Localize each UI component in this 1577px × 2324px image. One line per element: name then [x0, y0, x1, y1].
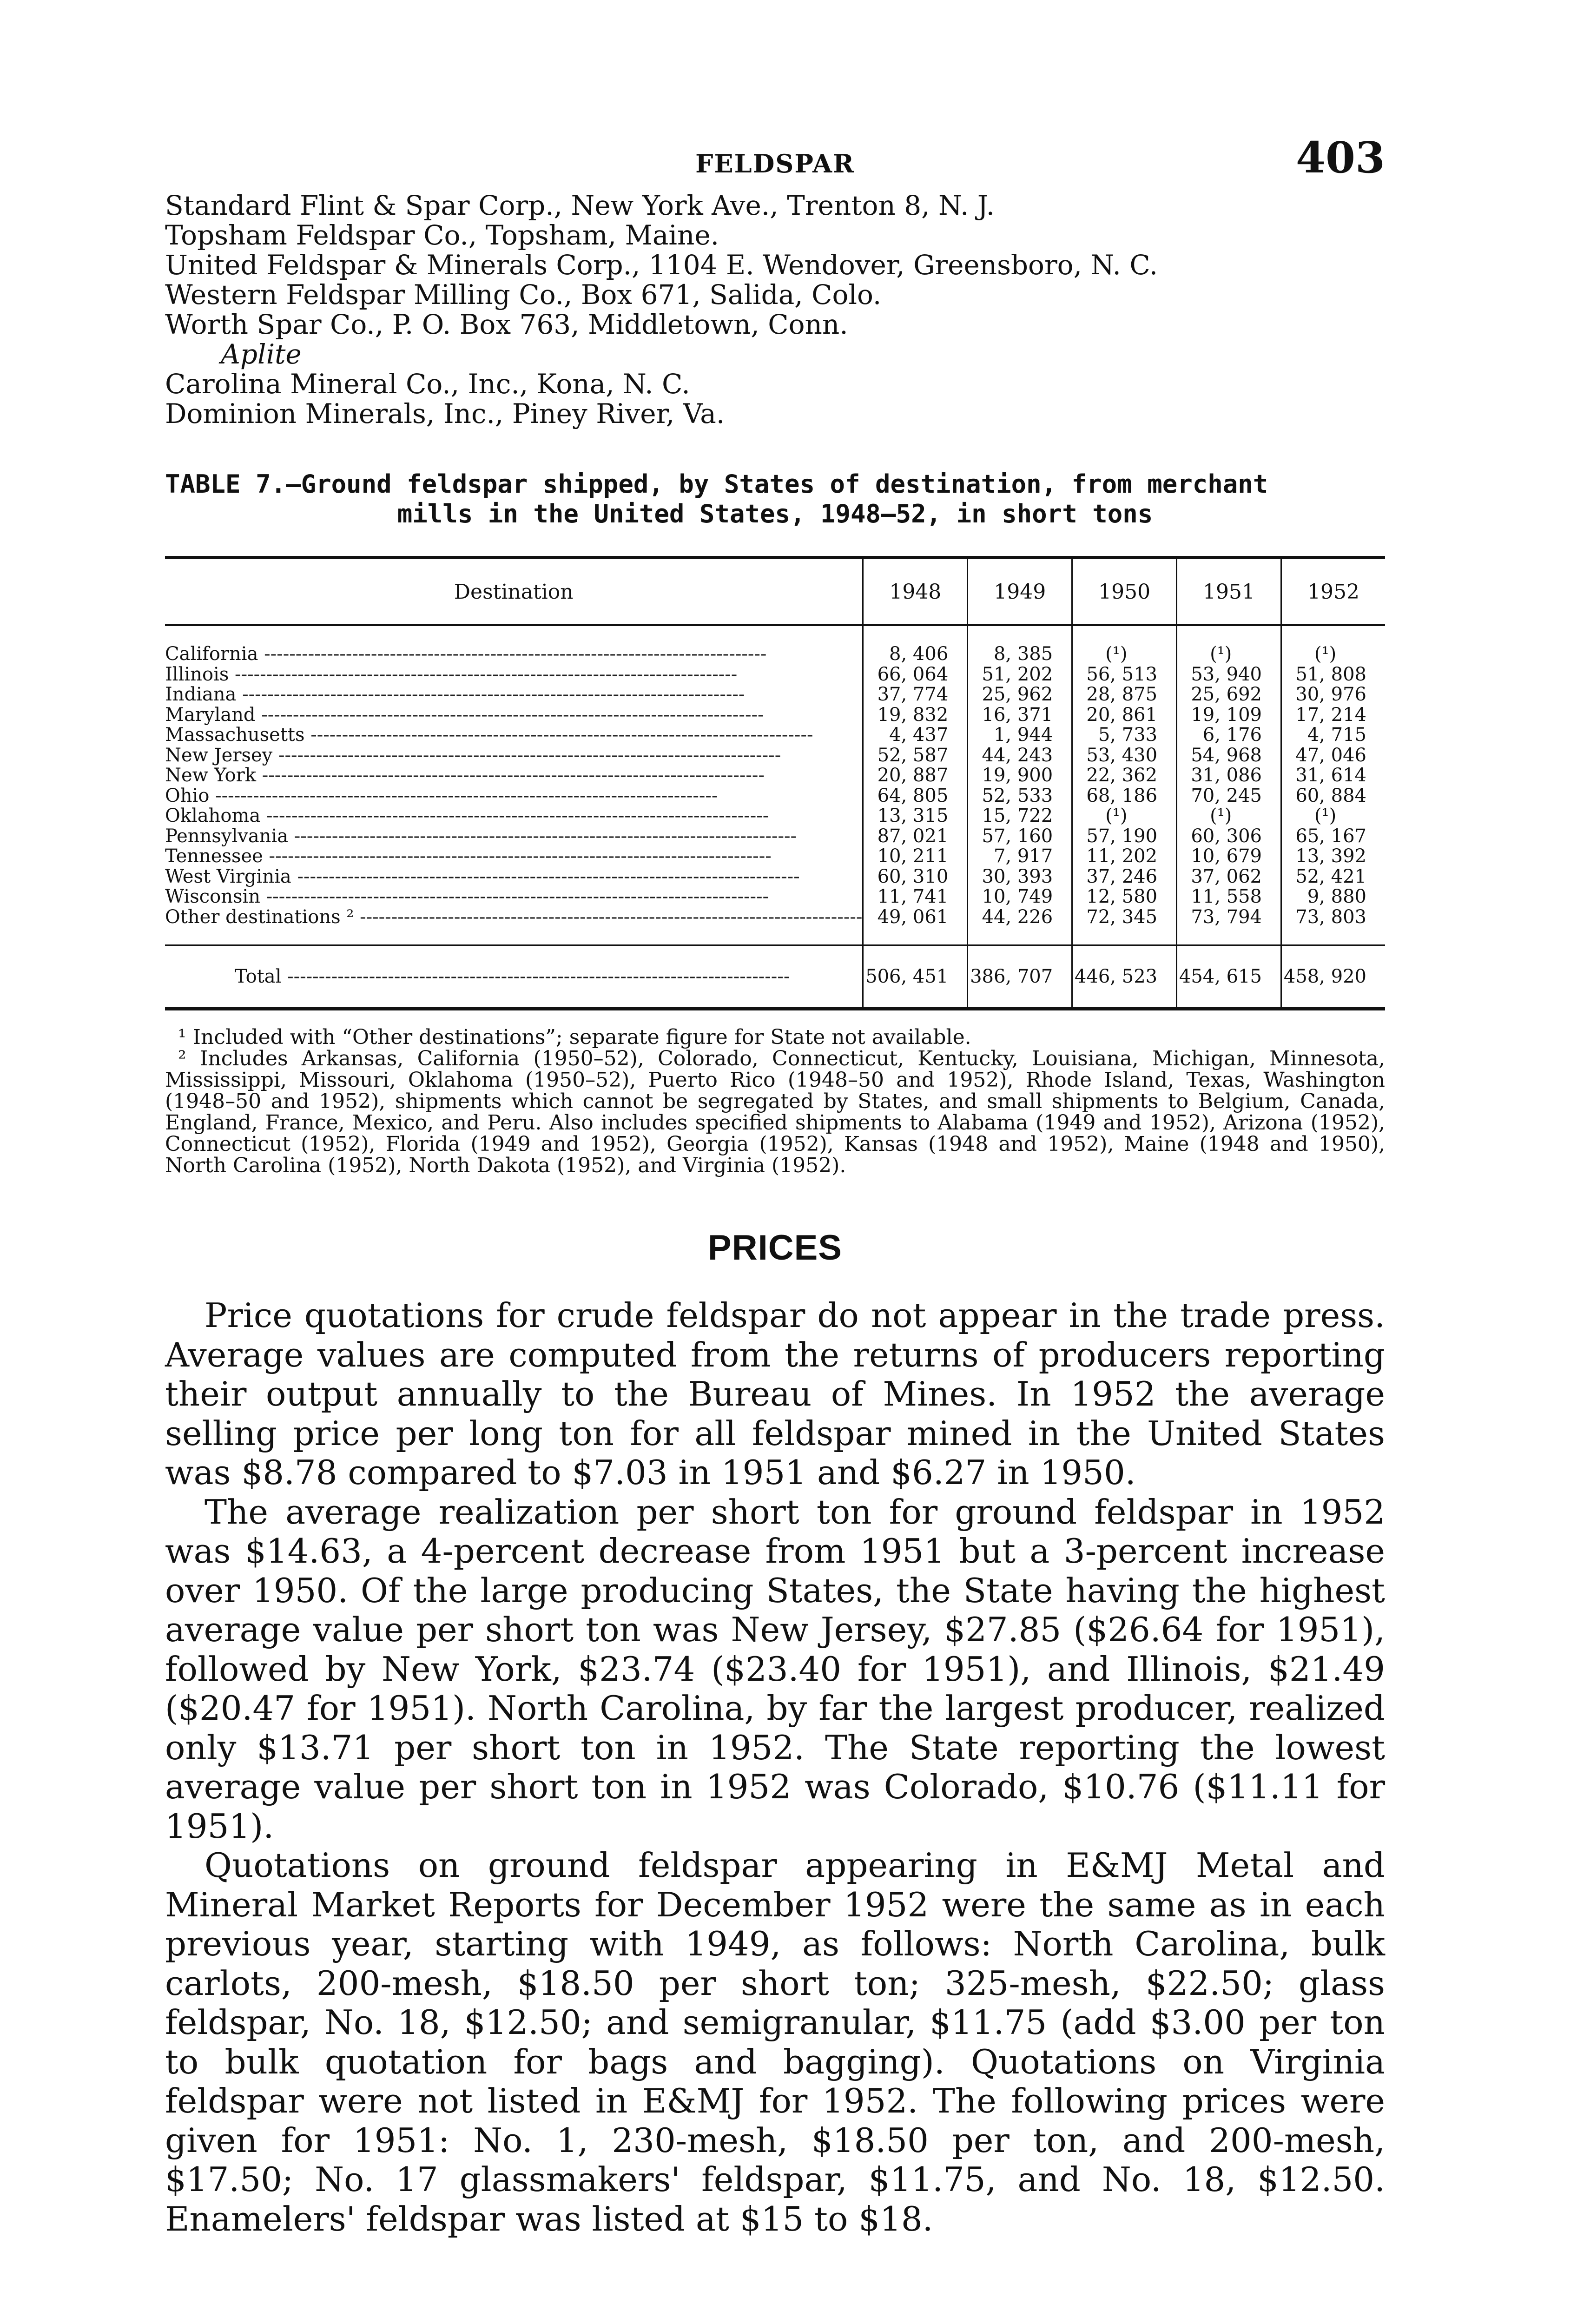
destination-label: Oklahoma: [165, 806, 261, 826]
table-row: [165, 826, 1385, 847]
value-cell: 53, 940: [1177, 665, 1281, 685]
dot-leader: --------------------------------------------------------------------------------: [255, 705, 764, 725]
value-cell: 17, 214: [1281, 705, 1386, 726]
value-cell: 16, 371: [968, 705, 1072, 726]
value-cell: 51, 808: [1281, 665, 1386, 685]
dot-leader: --------------------------------------------------------------------------------: [272, 745, 781, 766]
value-cell: 25, 962: [968, 685, 1072, 705]
value-cell: (¹): [1281, 625, 1386, 665]
value-cell: (¹): [1177, 806, 1281, 826]
address-line: Topsham Feldspar Co., Topsham, Maine.: [165, 219, 719, 251]
dot-leader: --------------------------------------------------------------------------------: [281, 966, 790, 987]
value-cell: 1, 944: [968, 725, 1072, 746]
table-row: [165, 846, 1385, 867]
address-line: United Feldspar & Minerals Corp., 1104 E. Wendover, Greensboro, N. C.: [165, 249, 1158, 281]
value-cell: 10, 749: [968, 887, 1072, 907]
destination-label: Wisconsin: [165, 887, 261, 907]
dot-leader: --------------------------------------------------------------------------------: [304, 725, 813, 746]
value-cell: 54, 968: [1177, 746, 1281, 766]
column-header: Destination: [165, 558, 863, 626]
value-cell: (¹): [1072, 625, 1177, 665]
dot-leader: --------------------------------------------------------------------------------: [260, 806, 769, 826]
value-cell: 60, 306: [1177, 826, 1281, 847]
address-line: Carolina Mineral Co., Inc., Kona, N. C.: [165, 368, 690, 400]
column-header: 1951: [1177, 558, 1281, 626]
value-cell: 57, 190: [1072, 826, 1177, 847]
column-header: 1948: [863, 558, 968, 626]
destination-label: Pennsylvania: [165, 826, 289, 846]
body-text: [165, 1296, 1385, 2238]
value-cell: (¹): [1281, 806, 1386, 826]
value-cell: 30, 393: [968, 867, 1072, 887]
value-cell: 56, 513: [1072, 665, 1177, 685]
destination-label: Other destinations ²: [165, 907, 354, 928]
table-row: [165, 705, 1385, 726]
value-cell: 53, 430: [1072, 746, 1177, 766]
value-cell: 64, 805: [863, 786, 968, 806]
table-row: [165, 786, 1385, 806]
destination-cell: [165, 705, 863, 726]
value-cell: 10, 679: [1177, 846, 1281, 867]
total-value-cell: 454, 615: [1177, 945, 1281, 1009]
destination-cell: [165, 685, 863, 705]
value-cell: 37, 774: [863, 685, 968, 705]
value-cell: 12, 580: [1072, 887, 1177, 907]
page-number: 403: [1295, 132, 1385, 183]
table-footnotes: [165, 1027, 1385, 1176]
destination-cell: [165, 786, 863, 806]
total-value-cell: 506, 451: [863, 945, 968, 1009]
dot-leader: --------------------------------------------------------------------------------: [236, 685, 745, 705]
destination-cell: [165, 867, 863, 887]
shipments-table: [165, 556, 1385, 1010]
destination-cell: [165, 665, 863, 685]
address-line: Standard Flint & Spar Corp., New York Ave., Trenton 8, N. J.: [165, 190, 995, 221]
page: [165, 130, 1385, 2238]
paragraph: The average realization per short ton for ground feldspar in 1952 was $14.63, a 4-percent decrease from 1951 but a 3-percent increase over 1950. Of the large producing States, the State having the highest average value per short ton was New Jersey, $27.85 ($26.64 for 1951), followed by New York, $23.74 ($23.40 for 1951), and Illinois, $21.49 ($20.47 for 1951). North Carolina, by far the largest producer, realized only $13.71 per short ton in 1952. The State reporting the lowest average value per short ton in 1952 was Colorado, $10.76 ($11.11 for 1951).: [165, 1492, 1385, 1846]
destination-cell: [165, 826, 863, 847]
value-cell: 4, 437: [863, 725, 968, 746]
column-header: 1950: [1072, 558, 1177, 626]
running-header: [165, 130, 1385, 191]
footnote: ¹ Included with “Other destinations”; separate figure for State not available.: [178, 1025, 971, 1049]
table-row: [165, 887, 1385, 907]
value-cell: 11, 741: [863, 887, 968, 907]
destination-cell: [165, 625, 863, 665]
destination-label: California: [165, 643, 258, 665]
value-cell: 31, 614: [1281, 766, 1386, 786]
table-row: [165, 725, 1385, 746]
value-cell: 11, 558: [1177, 887, 1281, 907]
value-cell: 19, 900: [968, 766, 1072, 786]
address-line: Dominion Minerals, Inc., Piney River, Va.: [165, 398, 725, 429]
value-cell: 25, 692: [1177, 685, 1281, 705]
table-row: [165, 907, 1385, 945]
destination-label: West Virginia: [165, 866, 291, 887]
dot-leader: --------------------------------------------------------------------------------: [288, 826, 797, 846]
table-caption: [165, 469, 1385, 529]
value-cell: 73, 803: [1281, 907, 1386, 945]
value-cell: 72, 345: [1072, 907, 1177, 945]
value-cell: 31, 086: [1177, 766, 1281, 786]
table-row: [165, 806, 1385, 826]
destination-label: Ohio: [165, 786, 210, 806]
total-value-cell: 386, 707: [968, 945, 1072, 1009]
value-cell: 44, 243: [968, 746, 1072, 766]
value-cell: 28, 875: [1072, 685, 1177, 705]
value-cell: (¹): [1072, 806, 1177, 826]
value-cell: 47, 046: [1281, 746, 1386, 766]
address-subheading: Aplite: [221, 338, 302, 370]
destination-label: Maryland: [165, 705, 256, 725]
value-cell: 51, 202: [968, 665, 1072, 685]
value-cell: 68, 186: [1072, 786, 1177, 806]
column-header: 1952: [1281, 558, 1386, 626]
total-value-cell: 458, 920: [1281, 945, 1386, 1009]
column-header: 1949: [968, 558, 1072, 626]
value-cell: 57, 160: [968, 826, 1072, 847]
running-title: FELDSPAR: [695, 149, 855, 178]
value-cell: 87, 021: [863, 826, 968, 847]
value-cell: 60, 884: [1281, 786, 1386, 806]
value-cell: 52, 421: [1281, 867, 1386, 887]
value-cell: 11, 202: [1072, 846, 1177, 867]
value-cell: 20, 861: [1072, 705, 1177, 726]
value-cell: 22, 362: [1072, 766, 1177, 786]
destination-cell: [165, 746, 863, 766]
value-cell: 73, 794: [1177, 907, 1281, 945]
destination-cell: [165, 766, 863, 786]
value-cell: 6, 176: [1177, 725, 1281, 746]
table-caption-line: TABLE 7.—Ground feldspar shipped, by States of destination, from merchant: [165, 469, 1268, 499]
destination-cell: [165, 725, 863, 746]
table-body: [165, 625, 1385, 1009]
value-cell: 13, 392: [1281, 846, 1386, 867]
destination-label: New Jersey: [165, 745, 273, 766]
dot-leader: --------------------------------------------------------------------------------: [263, 846, 772, 867]
address-line: Western Feldspar Milling Co., Box 671, Salida, Colo.: [165, 279, 882, 310]
total-row: [165, 945, 1385, 1009]
table-row: [165, 766, 1385, 786]
address-list: [165, 191, 1385, 429]
value-cell: 20, 887: [863, 766, 968, 786]
value-cell: 13, 315: [863, 806, 968, 826]
value-cell: 8, 385: [968, 625, 1072, 665]
total-value-cell: 446, 523: [1072, 945, 1177, 1009]
footnote: ² Includes Arkansas, California (1950–52), Colorado, Connecticut, Kentucky, Louisiana, Michigan, Minnesota, Mississippi, Missouri, Oklahoma (1950–52), Puerto Rico (1948–50 and 1952), Rhode Island, Texas, Washington (1948–50 and 1952), shipments which cannot be segregated by States, and small shipments to Belgium, Canada, England, France, Mexico, and Peru. Also includes specified shipments to Alabama (1949 and 1952), Arizona (1952), Connecticut (1952), Florida (1949 and 1952), Georgia (1952), Kansas (1948 and 1952), Maine (1948 and 1950), North Carolina (1952), North Dakota (1952), and Virginia (1952).: [165, 1047, 1385, 1177]
value-cell: 66, 064: [863, 665, 968, 685]
destination-cell: [165, 907, 863, 945]
destination-label: Illinois: [165, 664, 229, 685]
value-cell: 70, 245: [1177, 786, 1281, 806]
value-cell: 10, 211: [863, 846, 968, 867]
value-cell: 9, 880: [1281, 887, 1386, 907]
value-cell: 15, 722: [968, 806, 1072, 826]
dot-leader: --------------------------------------------------------------------------------: [256, 766, 765, 786]
value-cell: 4, 715: [1281, 725, 1386, 746]
destination-label: Tennessee: [165, 846, 263, 867]
paragraph: Quotations on ground feldspar appearing in E&MJ Metal and Mineral Market Reports for December 1952 were the same as in each previous year, starting with 1949, as follows: North Carolina, bulk carlots, 200-mesh, $18.50 per short ton; 325-mesh, $22.50; glass feldspar, No. 18, $12.50; and semigranular, $11.75 (add $3.00 per ton to bulk quotation for bags and bagging). Quotations on Virginia feldspar were not listed in E&MJ for 1952. The following prices were given for 1951: No. 1, 230-mesh, $18.50 per ton, and 200-mesh, $17.50; No. 17 glassmakers' feldspar, $11.75, and No. 18, $12.50. Enamelers' feldspar was listed at $15 to $18.: [165, 1846, 1385, 2238]
value-cell: 30, 976: [1281, 685, 1386, 705]
dot-leader: --------------------------------------------------------------------------------: [354, 907, 863, 928]
value-cell: 37, 062: [1177, 867, 1281, 887]
value-cell: 5, 733: [1072, 725, 1177, 746]
value-cell: 8, 406: [863, 625, 968, 665]
destination-cell: [165, 806, 863, 826]
table-row: [165, 746, 1385, 766]
dot-leader: --------------------------------------------------------------------------------: [209, 786, 718, 806]
table-row: [165, 685, 1385, 705]
value-cell: 49, 061: [863, 907, 968, 945]
table-row: [165, 625, 1385, 665]
total-label-cell: [165, 945, 863, 1009]
value-cell: 19, 109: [1177, 705, 1281, 726]
value-cell: 65, 167: [1281, 826, 1386, 847]
value-cell: 52, 533: [968, 786, 1072, 806]
total-label: Total: [235, 966, 282, 987]
dot-leader: --------------------------------------------------------------------------------: [291, 866, 800, 887]
table-row: [165, 867, 1385, 887]
destination-label: Indiana: [165, 685, 237, 705]
table-row: [165, 665, 1385, 685]
dot-leader: --------------------------------------------------------------------------------: [229, 664, 738, 685]
paragraph: Price quotations for crude feldspar do not appear in the trade press. Average values are computed from the returns of producers reporting their output annually to the Bureau of Mines. In 1952 the average selling price per long ton for all feldspar mined in the United States was $8.78 compared to $7.03 in 1951 and $6.27 in 1950.: [165, 1296, 1385, 1492]
value-cell: 37, 246: [1072, 867, 1177, 887]
destination-label: Massachusetts: [165, 725, 305, 746]
address-line: Worth Spar Co., P. O. Box 763, Middletown, Conn.: [165, 309, 848, 340]
table-header-row: [165, 558, 1385, 626]
destination-cell: [165, 887, 863, 907]
value-cell: 52, 587: [863, 746, 968, 766]
destination-cell: [165, 846, 863, 867]
value-cell: 44, 226: [968, 907, 1072, 945]
dot-leader: --------------------------------------------------------------------------------: [260, 887, 769, 907]
section-heading: PRICES: [708, 1228, 842, 1268]
destination-label: New York: [165, 766, 256, 786]
dot-leader: --------------------------------------------------------------------------------: [258, 643, 767, 665]
value-cell: 7, 917: [968, 846, 1072, 867]
table-caption-line: mills in the United States, 1948–52, in short tons: [397, 499, 1153, 528]
value-cell: (¹): [1177, 625, 1281, 665]
value-cell: 19, 832: [863, 705, 968, 726]
value-cell: 60, 310: [863, 867, 968, 887]
